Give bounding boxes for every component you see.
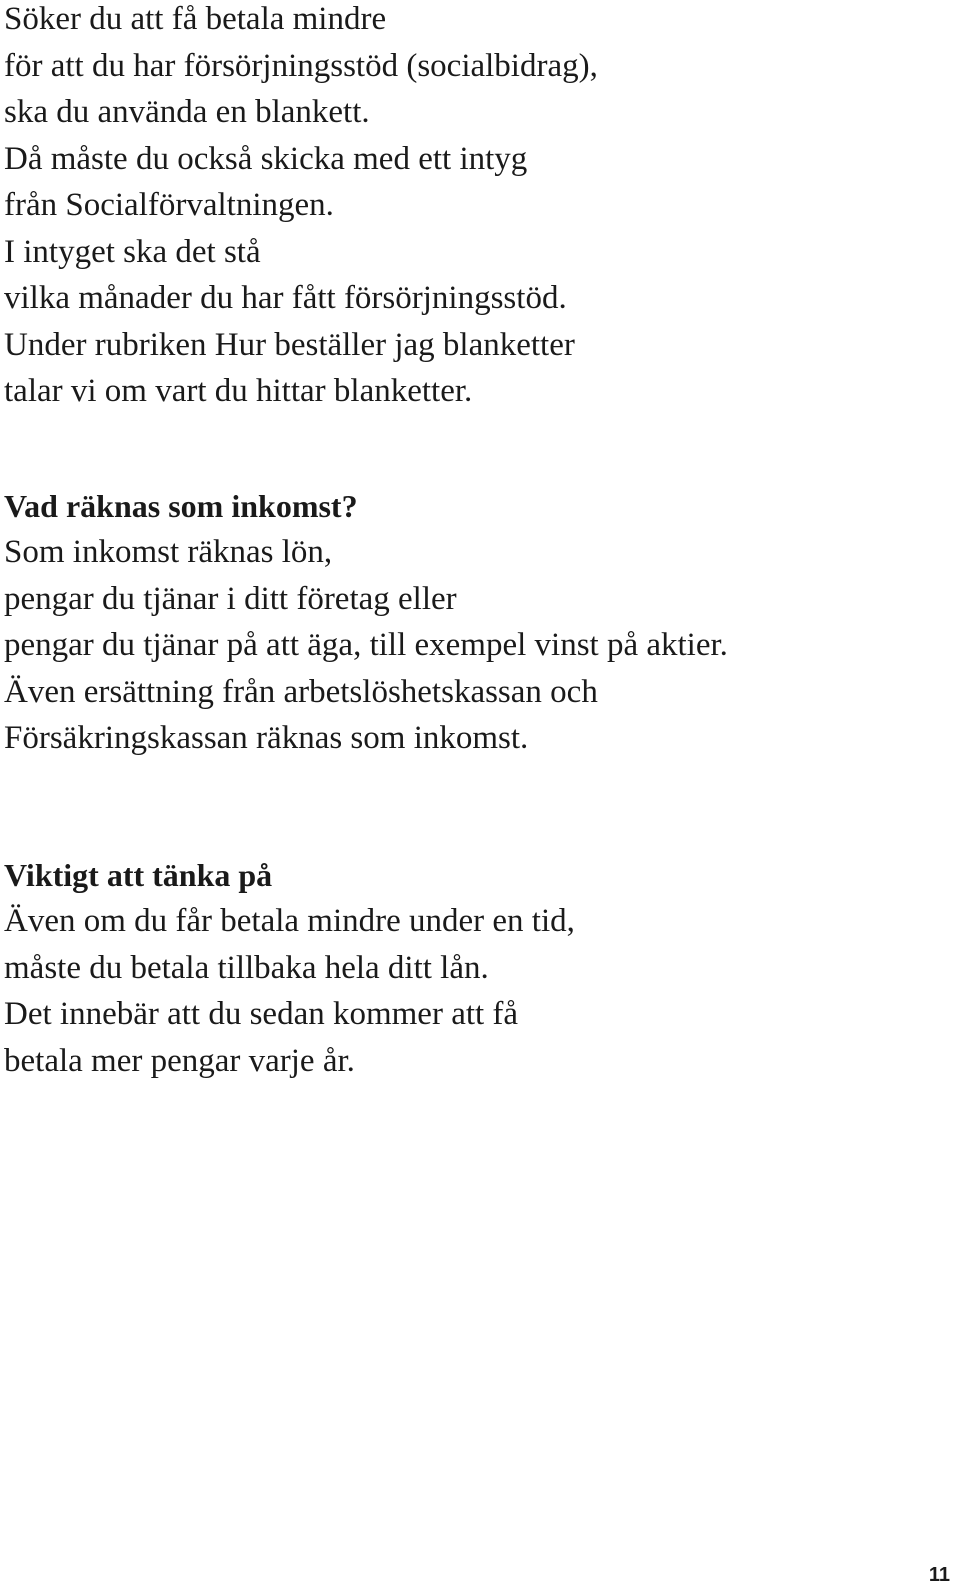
- income-line: pengar du tjänar på att äga, till exempel vinst på aktier.: [4, 627, 728, 663]
- important-section: [4, 852, 944, 1084]
- page-number: 11: [928, 1564, 950, 1586]
- intro-line: I intyget ska det stå: [4, 233, 261, 270]
- intro-line: vilka månader du har fått försörjningsstöd.: [4, 280, 567, 316]
- important-line: måste du betala tillbaka hela ditt lån.: [4, 949, 489, 986]
- important-line: Även om du får betala mindre under en tid,: [4, 903, 575, 939]
- intro-line: för att du har försörjningsstöd (socialbidrag),: [4, 47, 598, 84]
- intro-line: Då måste du också skicka med ett intyg: [4, 140, 528, 177]
- income-line: Som inkomst räknas lön,: [4, 534, 333, 570]
- income-line: pengar du tjänar i ditt företag eller: [4, 580, 457, 617]
- income-heading: Vad räknas som inkomst?: [4, 488, 358, 524]
- important-line: Det innebär att du sedan kommer att få: [4, 996, 519, 1032]
- income-line: Även ersättning från arbetslöshetskassan och: [4, 673, 598, 710]
- income-line: Försäkringskassan räknas som inkomst.: [4, 720, 529, 756]
- intro-line: ska du använda en blankett.: [4, 94, 370, 130]
- intro-line: talar vi om vart du hittar blanketter.: [4, 373, 473, 409]
- intro-line: Under rubriken Hur beställer jag blanketter: [4, 326, 575, 363]
- intro-line: Söker du att få betala mindre: [4, 1, 387, 37]
- income-section: [4, 483, 944, 762]
- important-line: betala mer pengar varje år.: [4, 1042, 355, 1079]
- important-heading: Viktigt att tänka på: [4, 857, 273, 893]
- intro-paragraph: [4, 0, 944, 415]
- intro-line: från Socialförvaltningen.: [4, 187, 334, 223]
